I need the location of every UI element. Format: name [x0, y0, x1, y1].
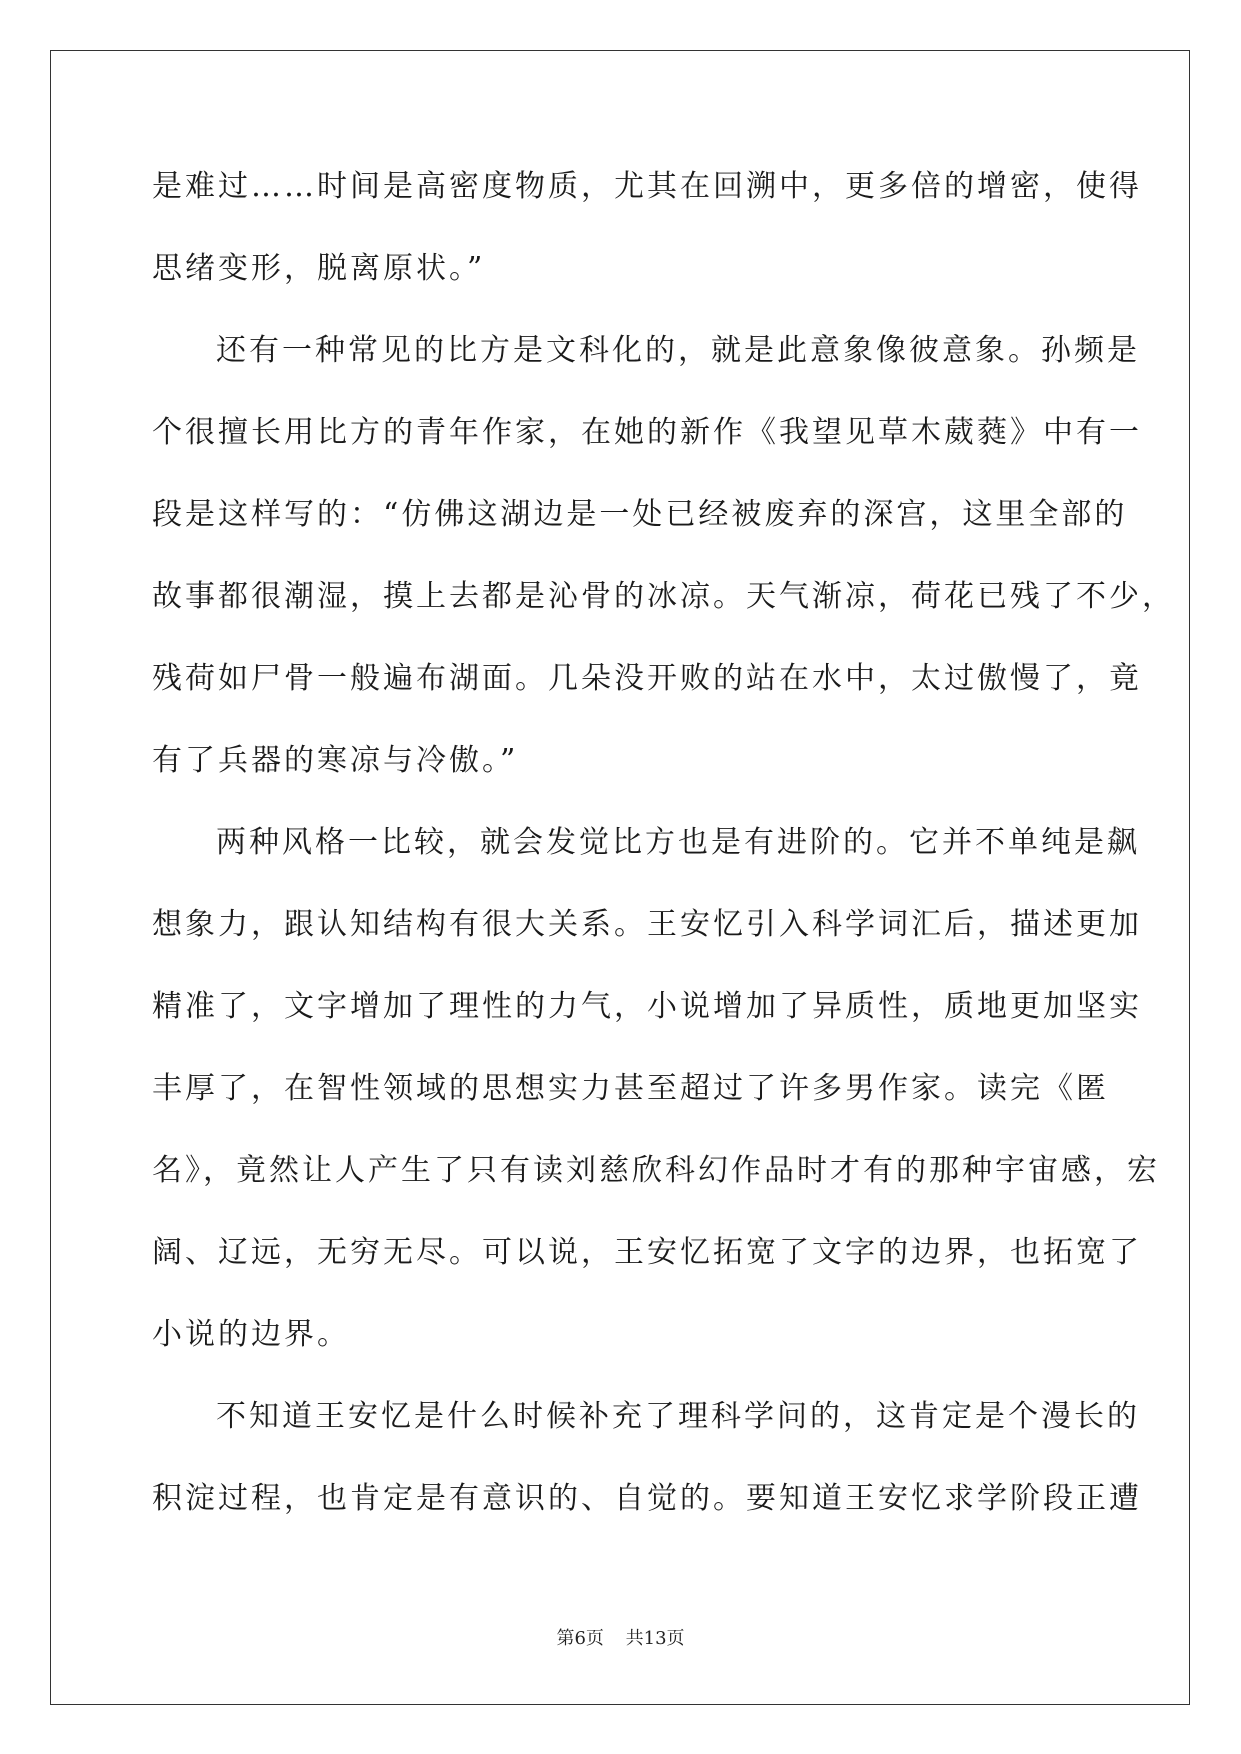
text-line: 有了兵器的寒凉与冷傲。” [152, 743, 519, 778]
text-line: 阔、辽远，无穷无尽。可以说，王安忆拓宽了文字的边界，也拓宽了 [152, 1235, 1142, 1270]
text-line: 小说的边界。 [152, 1317, 350, 1352]
paragraph-start-line: 不知道王安忆是什么时候补充了理科学问的，这肯定是个漫长的 [216, 1399, 1140, 1434]
body-text [152, 158, 1175, 1552]
text-line: 积淀过程，也肯定是有意识的、自觉的。要知道王安忆求学阶段正遭 [152, 1481, 1142, 1516]
text-line: 段是这样写的：“仿佛这湖边是一处已经被废弃的深宫，这里全部的 [152, 497, 1128, 532]
text-line: 精准了，文字增加了理性的力气，小说增加了异质性，质地更加坚实 [152, 989, 1142, 1024]
text-line: 个很擅长用比方的青年作家，在她的新作《我望见草木葳蕤》中有一 [152, 415, 1142, 450]
text-line: 是难过……时间是高密度物质，尤其在回溯中，更多倍的增密，使得 [152, 169, 1142, 204]
text-line: 残荷如尸骨一般遍布湖面。几朵没开败的站在水中，太过傲慢了，竟 [152, 661, 1142, 696]
page-number: 第6页 [556, 1628, 604, 1649]
text-line: 名》，竟然让人产生了只有读刘慈欣科幻作品时才有的那种宇宙感，宏 [152, 1153, 1160, 1188]
text-line: 丰厚了，在智性领域的思想实力甚至超过了许多男作家。读完《匿 [152, 1071, 1109, 1106]
paragraph-start-line: 两种风格一比较，就会发觉比方也是有进阶的。它并不单纯是飙 [216, 825, 1140, 860]
paragraph-start-line: 还有一种常见的比方是文科化的，就是此意象像彼意象。孙频是 [216, 333, 1140, 368]
text-line: 想象力，跟认知结构有很大关系。王安忆引入科学词汇后，描述更加 [152, 907, 1142, 942]
page-total: 共13页 [625, 1628, 685, 1649]
text-line: 故事都很潮湿，摸上去都是沁骨的冰凉。天气渐凉，荷花已残了不少， [152, 579, 1175, 614]
text-line: 思绪变形，脱离原状。” [152, 251, 486, 286]
page-footer [0, 1624, 1241, 1650]
